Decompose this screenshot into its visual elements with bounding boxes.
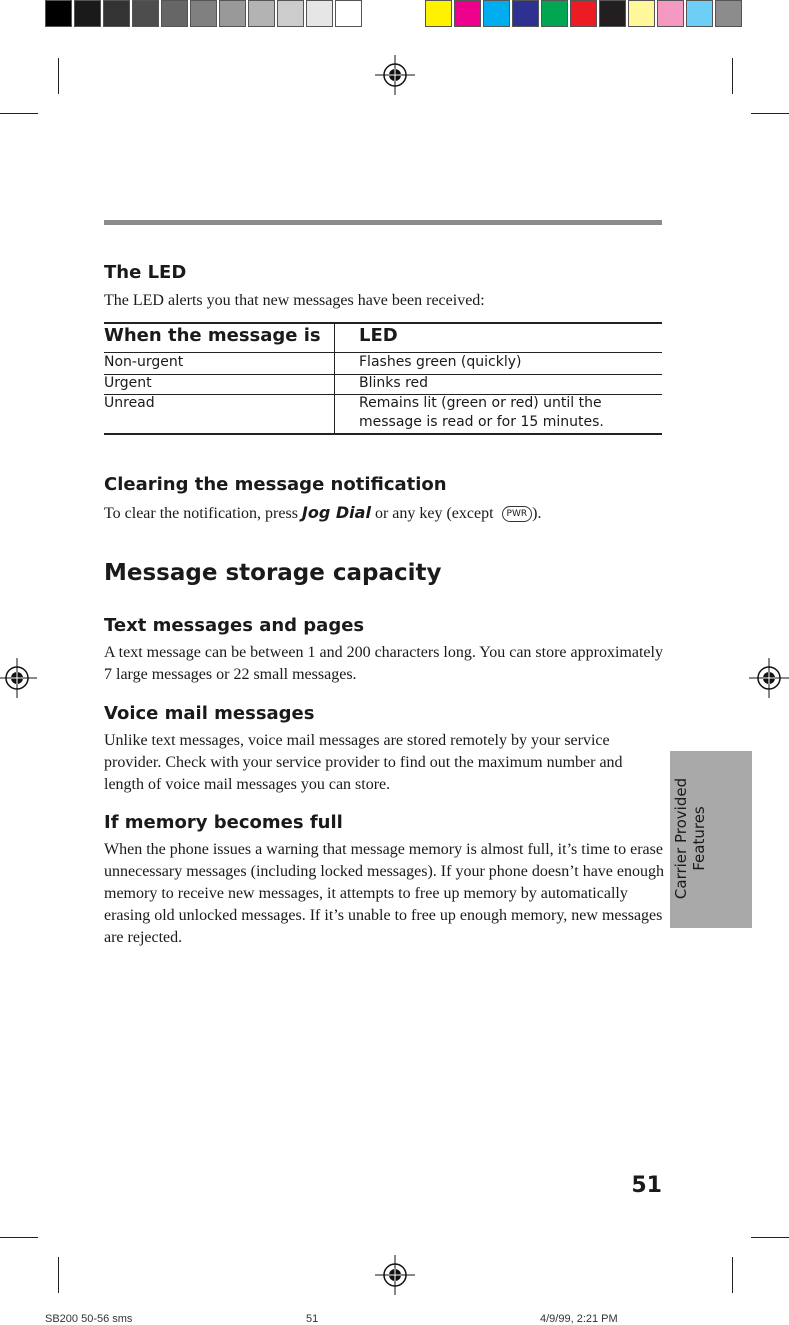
color-swatch xyxy=(570,0,597,27)
footer-page: 51 xyxy=(306,1313,319,1325)
registration-mark-icon xyxy=(375,1255,415,1295)
crop-mark xyxy=(0,113,38,114)
gray-swatch xyxy=(45,0,72,27)
table-cell-led: Remains lit (green or red) until the message is read or for 15 minutes. xyxy=(359,395,604,430)
led-heading: The LED xyxy=(104,262,187,283)
gray-swatch xyxy=(219,0,246,27)
crop-mark xyxy=(58,58,59,94)
color-swatch xyxy=(628,0,655,27)
color-bar xyxy=(425,0,744,28)
page-number: 51 xyxy=(631,1173,662,1198)
color-swatch xyxy=(541,0,568,27)
footer-file: SB200 50-56 sms xyxy=(45,1313,133,1325)
gray-swatch xyxy=(277,0,304,27)
table-cell-led: Flashes green (quickly) xyxy=(359,354,522,370)
color-swatch xyxy=(454,0,481,27)
header-rule xyxy=(104,220,662,225)
memory-full-heading: If memory becomes full xyxy=(104,812,343,833)
text-messages-heading: Text messages and pages xyxy=(104,615,365,636)
registration-mark-icon xyxy=(375,55,415,95)
crop-mark xyxy=(751,113,789,114)
footer-timestamp: 4/9/99, 2:21 PM xyxy=(540,1313,618,1325)
clearing-text xyxy=(104,502,664,525)
table-cell-led: Blinks red xyxy=(359,375,429,391)
chapter-tab-line1: Carrier Provided xyxy=(672,777,690,900)
clearing-text-after: ). xyxy=(532,505,542,522)
clearing-text-middle: or any key (except xyxy=(370,505,498,522)
color-swatch xyxy=(657,0,684,27)
pwr-key-icon: PWR xyxy=(502,506,533,522)
gray-swatch xyxy=(190,0,217,27)
memory-full-body: When the phone issues a warning that message memory is almost full, it’s time to erase unnecessary messages (including locked messages). If your phone doesn’t have enough memory to receive new messages, it attempts to free up memory by automatically erasing old unlocked messages. If it’s unable to free up enough memory, new messages are rejected. xyxy=(104,841,664,946)
table-cell-condition: Unread xyxy=(104,395,155,411)
table-header-condition: When the message is xyxy=(104,325,321,346)
led-intro: The LED alerts you that new messages have been received: xyxy=(104,292,485,309)
grayscale-bar xyxy=(45,0,364,28)
table-column-divider xyxy=(334,322,335,434)
crop-mark xyxy=(751,1237,789,1238)
crop-mark xyxy=(0,1237,38,1238)
color-swatch xyxy=(512,0,539,27)
voice-mail-body: Unlike text messages, voice mail messages are stored remotely by your service provider. Check with your service provider to find out the maximum number and length of voice mail messages you can store. xyxy=(104,732,623,793)
voice-mail-heading: Voice mail messages xyxy=(104,703,315,724)
table-cell-condition: Urgent xyxy=(104,375,152,391)
clearing-text-before: To clear the notification, press xyxy=(104,505,302,522)
color-swatch xyxy=(425,0,452,27)
registration-mark-icon xyxy=(749,658,789,698)
gray-swatch xyxy=(132,0,159,27)
gray-swatch xyxy=(161,0,188,27)
text-messages-body: A text message can be between 1 and 200 characters long. You can store approximately 7 large messages or 22 small messages. xyxy=(104,644,663,683)
gray-swatch xyxy=(103,0,130,27)
table-cell-condition: Non-urgent xyxy=(104,354,184,370)
table-top-rule xyxy=(104,322,662,324)
gray-swatch xyxy=(306,0,333,27)
crop-mark xyxy=(732,1257,733,1293)
chapter-tab-line2: Features xyxy=(690,806,708,871)
crop-mark xyxy=(732,58,733,94)
chapter-tab-label xyxy=(672,750,708,927)
color-swatch xyxy=(599,0,626,27)
crop-mark xyxy=(58,1257,59,1293)
color-swatch xyxy=(686,0,713,27)
jog-dial-label: Jog Dial xyxy=(301,503,371,522)
gray-swatch xyxy=(74,0,101,27)
table-bottom-rule xyxy=(104,433,662,435)
gray-swatch xyxy=(335,0,362,27)
gray-swatch xyxy=(248,0,275,27)
color-swatch xyxy=(715,0,742,27)
registration-mark-icon xyxy=(0,658,37,698)
clearing-heading: Clearing the message notification xyxy=(104,474,447,495)
table-header-led: LED xyxy=(359,325,398,346)
storage-heading: Message storage capacity xyxy=(104,560,442,586)
color-swatch xyxy=(483,0,510,27)
